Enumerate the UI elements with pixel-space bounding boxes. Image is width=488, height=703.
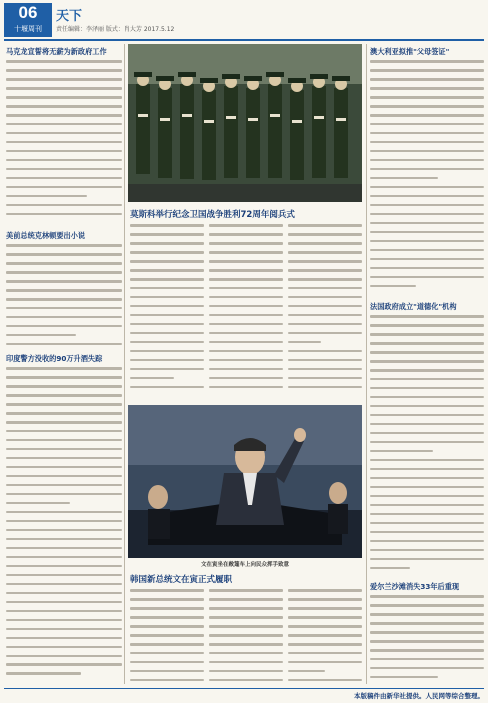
article-body (130, 224, 204, 400)
header-rule (4, 39, 484, 41)
parade-photo (128, 44, 362, 202)
page-header (4, 3, 484, 37)
section-label: 十堰周刊 (14, 25, 42, 33)
article-title: 韩国新总统文在寅正式履职 (130, 575, 233, 585)
moon-image (128, 405, 362, 558)
column-divider (366, 44, 367, 684)
article-body (370, 315, 484, 577)
article-title: 法国政府成立"道德化"机构 (370, 302, 457, 311)
parade-image (128, 44, 362, 202)
page-number-box (4, 3, 52, 37)
article-body (288, 224, 362, 400)
article-body (209, 224, 283, 400)
article-title: 爱尔兰沙滩消失33年后重现 (370, 582, 460, 591)
article-body (209, 589, 283, 685)
article-title: 马克龙宣誓将无薪为新政府工作 (6, 47, 107, 56)
editors-line: 责任编辑：李泽丽 版式：肖大芳 2017.5.12 (56, 26, 175, 33)
article-body (288, 589, 362, 685)
column-divider (124, 44, 125, 684)
article-body (6, 244, 122, 350)
article-title: 印度警方没收的90万升酒失踪 (6, 354, 103, 363)
article-title: 澳大利亚拟推"父母签证" (370, 47, 450, 56)
moon-photo (128, 405, 362, 558)
photo-caption: 文在寅坐在敞篷车上向民众挥手致意 (200, 562, 289, 568)
article-body (130, 589, 204, 685)
section-name: 天下 (56, 9, 83, 24)
article-title: 莫斯科举行纪念卫国战争胜利72周年阅兵式 (130, 210, 295, 220)
article-body (370, 60, 484, 296)
article-body (6, 367, 122, 685)
page-number: 06 (18, 3, 38, 22)
article-body (370, 595, 484, 685)
page-footer (4, 688, 484, 700)
footer-source-note: 本版稿件由新华社提供。人民网等综合整理。 (354, 692, 484, 700)
article-title: 美前总统克林顿要出小说 (6, 231, 86, 240)
article-body (6, 60, 122, 226)
